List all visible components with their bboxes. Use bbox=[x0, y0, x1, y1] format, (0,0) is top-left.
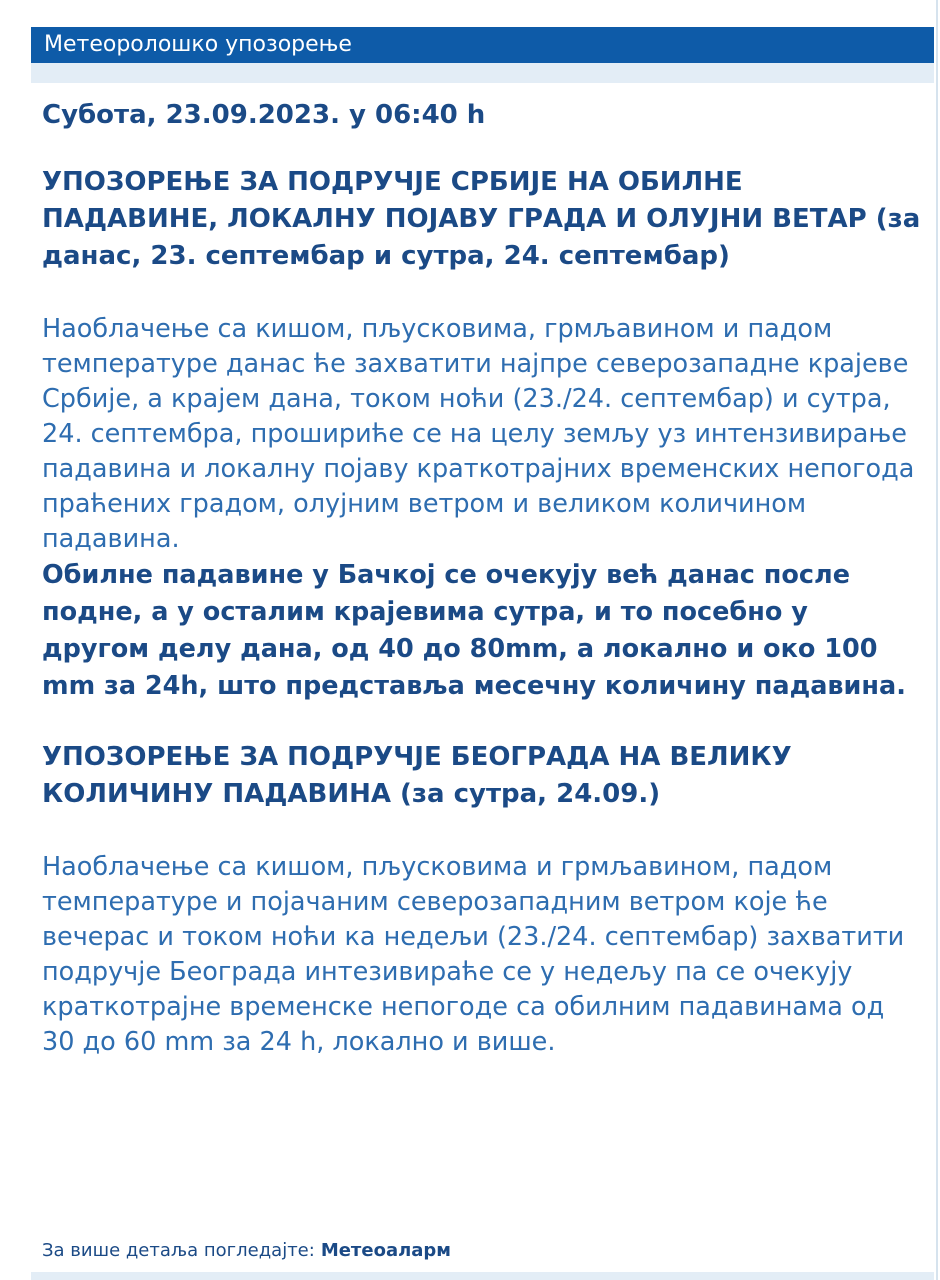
warning-title-serbia: УПОЗОРЕЊЕ ЗА ПОДРУЧЈЕ СРБИЈЕ НА ОБИЛНЕ ПАДАВИНЕ, ЛОКАЛНУ ПОЈАВУ ГРАДА И ОЛУЈНИ ВЕТАР (за данас, 23. септембар и сутра, 24. септембар) bbox=[42, 167, 921, 271]
panel-header bbox=[31, 27, 934, 63]
bottom-strip bbox=[31, 1272, 934, 1280]
panel-title: Метеоролошко упозорење bbox=[44, 32, 352, 57]
footer-prefix: За више детаља погледајте: bbox=[42, 1240, 315, 1261]
meteoalarm-link[interactable]: Метеоаларм bbox=[320, 1240, 452, 1261]
issue-date: Субота, 23.09.2023. у 06:40 h bbox=[42, 100, 486, 130]
warning-content bbox=[42, 96, 922, 1060]
warning-title-belgrade: УПОЗОРЕЊЕ ЗА ПОДРУЧЈЕ БЕОГРАДА НА ВЕЛИКУ КОЛИЧИНУ ПАДАВИНА (за сутра, 24.09.) bbox=[42, 742, 792, 809]
warning-body-serbia: Наоблачење са кишом, пљусковима, грмљавином и падом температуре данас ће захватити најпре северозападне крајеве Србије, а крајем дана, током ноћи (23./24. септембар) и сутра, 24. септембра, прошириће се на целу земљу уз интензивирање падавина и локалну појаву краткотрајних временских непогода праћених градом, олујним ветром и великом количином падавина. bbox=[42, 314, 915, 554]
warning-emphasis-serbia: Обилне падавине у Бачкој се очекују већ данас после подне, а у осталим крајевима сутра, и то посебно у другом делу дана, од 40 до 80mm, а локално и око 100 mm за 24h, што представља месечну количину падавина. bbox=[42, 560, 906, 701]
right-border bbox=[936, 0, 938, 1280]
warning-body-belgrade: Наоблачење са кишом, пљусковима и грмљавином, падом температуре и појачаним северозападним ветром које ће вечерас и током ноћи ка недељи (23./24. септембар) захватити подручје Београда интезивираће се у недељу па се очекују краткотрајне временске непогоде са обилним падавинама од 30 до 60 mm за 24 h, локално и више. bbox=[42, 852, 905, 1057]
footer bbox=[42, 1240, 451, 1261]
header-strip bbox=[31, 63, 934, 83]
